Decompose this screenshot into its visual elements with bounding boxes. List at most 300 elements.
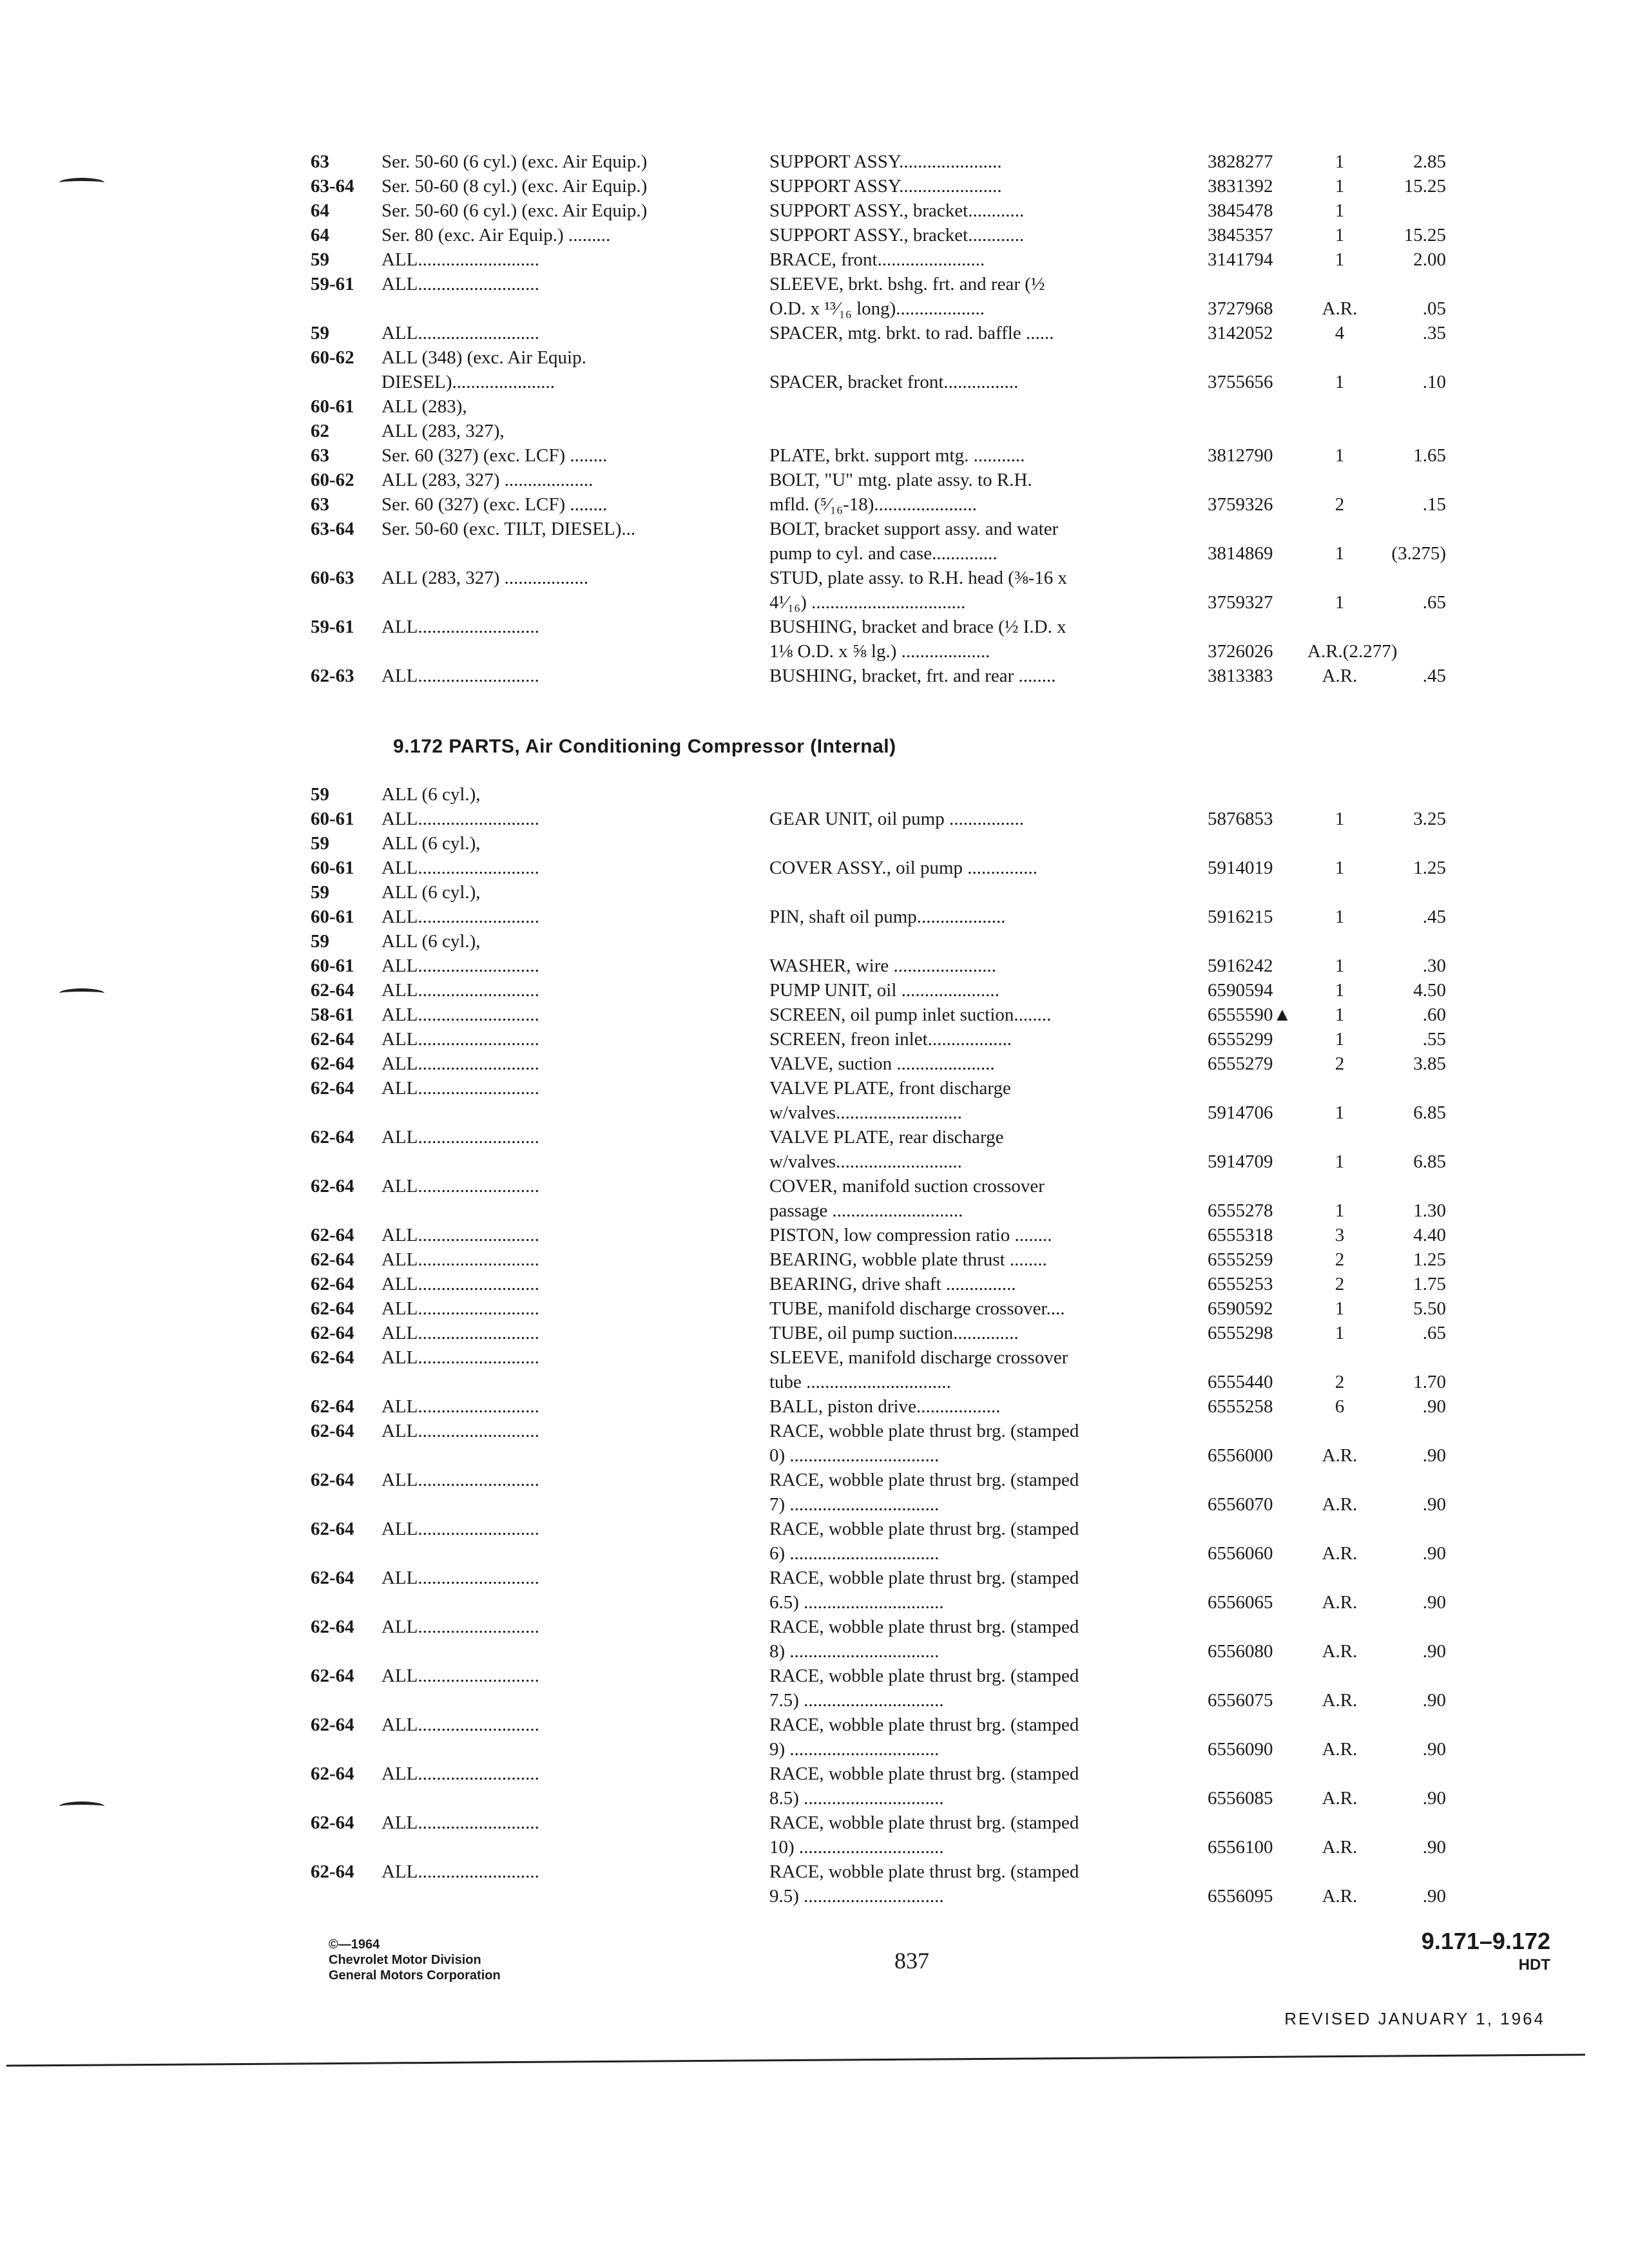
application-cell: Ser. 60 (327) (exc. LCF) ........ xyxy=(381,445,608,466)
application-cell: ALL (283, 327) .................. xyxy=(381,568,589,588)
application-cell: Ser. 50-60 (6 cyl.) (exc. Air Equip.) xyxy=(381,151,648,172)
description-cell: STUD, plate assy. to R.H. head (⅜-16 x xyxy=(769,568,1068,588)
table-row xyxy=(311,517,1574,541)
description-cell: 10) ............................... xyxy=(769,1837,944,1858)
description-cell: 9.5) .............................. xyxy=(769,1886,944,1907)
price-cell xyxy=(1372,782,1446,807)
quantity-cell: 1 xyxy=(1335,809,1345,829)
description-cell: w/valves........................... xyxy=(769,1151,962,1172)
table-row xyxy=(311,1566,1574,1590)
year-cell: 60-63 xyxy=(311,568,354,588)
description-cell: BOLT, "U" mtg. plate assy. to R.H. xyxy=(769,470,1032,490)
quantity-cell: A.R. xyxy=(1322,1494,1358,1515)
year-cell: 59 xyxy=(311,323,329,343)
description-cell: VALVE, suction ..................... xyxy=(769,1053,995,1074)
application-cell: ALL.......................... xyxy=(381,809,539,829)
price-cell xyxy=(1372,1664,1446,1688)
table-row xyxy=(311,978,1574,1003)
application-cell: ALL.......................... xyxy=(381,907,539,927)
year-cell: 62-64 xyxy=(311,1861,354,1882)
description-cell xyxy=(769,929,1208,954)
part-number-cell: 3828277 xyxy=(1208,151,1273,172)
price-cell: .90 xyxy=(1422,1837,1446,1858)
table-row xyxy=(311,1223,1574,1247)
part-number-cell xyxy=(1208,929,1307,954)
table-row xyxy=(311,1272,1574,1296)
price-cell xyxy=(1372,1517,1446,1541)
table-row xyxy=(311,174,1574,198)
price-cell xyxy=(1372,1713,1446,1737)
year-cell: 60-61 xyxy=(311,858,354,878)
year-cell: 58-61 xyxy=(311,1004,354,1025)
part-number-cell: 6590592 xyxy=(1208,1298,1273,1319)
part-number-cell: 6556060 xyxy=(1208,1543,1273,1564)
application-cell xyxy=(381,1688,768,1713)
quantity-cell: 1 xyxy=(1335,225,1345,245)
year-cell xyxy=(311,1590,381,1615)
division: Chevrolet Motor Division xyxy=(329,1953,481,1967)
year-cell: 63 xyxy=(311,494,329,515)
part-number-cell: 3814869 xyxy=(1208,543,1273,564)
part-number-cell xyxy=(1208,1566,1307,1590)
description-cell: BALL, piston drive.................. xyxy=(769,1396,1001,1417)
price-cell: .45 xyxy=(1422,666,1446,686)
part-number-cell: 6555440 xyxy=(1208,1372,1273,1392)
description-cell: TUBE, oil pump suction.............. xyxy=(769,1323,1019,1343)
description-cell: PUMP UNIT, oil ..................... xyxy=(769,980,999,1001)
quantity-cell: 3 xyxy=(1335,1225,1345,1245)
description-cell: BOLT, bracket support assy. and water xyxy=(769,519,1059,539)
description-cell xyxy=(769,782,1208,807)
application-cell: ALL.......................... xyxy=(381,956,539,976)
application-cell: Ser. 80 (exc. Air Equip.) ......... xyxy=(381,225,611,245)
description-cell: VALVE PLATE, rear discharge xyxy=(769,1127,1004,1148)
year-cell: 62-64 xyxy=(311,1470,354,1490)
quantity-cell: A.R. xyxy=(1322,666,1358,686)
part-number-cell: 3812790 xyxy=(1208,445,1273,466)
price-cell xyxy=(1372,1076,1446,1100)
year-cell: 62-64 xyxy=(311,1519,354,1539)
price-cell: 6.85 xyxy=(1413,1102,1446,1123)
table-row xyxy=(311,443,1574,468)
application-cell: ALL (6 cyl.), xyxy=(381,833,481,854)
year-cell xyxy=(311,296,381,321)
description-cell: COVER ASSY., oil pump ............... xyxy=(769,858,1038,878)
part-number-cell xyxy=(1208,1762,1307,1786)
price-cell: 2.85 xyxy=(1413,151,1446,172)
quantity-cell: 1 xyxy=(1335,980,1345,1001)
part-number-cell: 6556085 xyxy=(1208,1788,1273,1809)
price-cell xyxy=(1372,1419,1446,1443)
quantity-cell: A.R. xyxy=(1322,1788,1358,1809)
part-number-cell xyxy=(1208,394,1307,419)
table-row xyxy=(311,1713,1574,1737)
table-row xyxy=(311,1419,1574,1443)
table-row xyxy=(311,590,1574,615)
year-cell: 64 xyxy=(311,225,329,245)
application-cell xyxy=(381,1443,768,1468)
binder-hole-mark xyxy=(59,178,104,187)
price-cell xyxy=(1372,345,1446,370)
application-cell: ALL.......................... xyxy=(381,858,539,878)
table-row xyxy=(311,831,1574,856)
table-row xyxy=(311,321,1574,345)
year-cell: 62-64 xyxy=(311,1396,354,1417)
application-cell: Ser. 60 (327) (exc. LCF) ........ xyxy=(381,494,608,515)
table-row xyxy=(311,1345,1574,1370)
price-cell xyxy=(1372,1125,1446,1149)
part-number-cell: 6556070 xyxy=(1208,1494,1273,1515)
year-cell xyxy=(311,1884,381,1908)
year-cell: 63-64 xyxy=(311,176,354,197)
price-cell: .90 xyxy=(1422,1788,1446,1809)
year-cell xyxy=(311,1835,381,1860)
quantity-cell: 1 xyxy=(1335,543,1345,564)
description-cell: RACE, wobble plate thrust brg. (stamped xyxy=(769,1617,1079,1637)
table-row xyxy=(311,1003,1574,1027)
application-cell: ALL.......................... xyxy=(381,1421,539,1441)
table-row xyxy=(311,149,1574,174)
part-number-cell: 6556090 xyxy=(1208,1739,1273,1760)
part-number-cell: 3845357 xyxy=(1208,225,1273,245)
table-row xyxy=(311,1149,1574,1174)
description-cell: SCREEN, oil pump inlet suction........ xyxy=(769,1004,1052,1025)
price-cell: 1.25 xyxy=(1413,1249,1446,1270)
part-number-cell: 3831392 xyxy=(1208,176,1273,197)
table-row xyxy=(311,370,1574,394)
year-cell: 59 xyxy=(311,784,329,805)
table-row xyxy=(311,394,1574,419)
quantity-cell xyxy=(1307,880,1372,905)
table-row xyxy=(311,1786,1574,1811)
corporation: General Motors Corporation xyxy=(329,1968,501,1983)
price-cell xyxy=(1372,1615,1446,1639)
table-row xyxy=(311,1296,1574,1321)
application-cell: DIESEL)...................... xyxy=(381,372,555,392)
application-cell xyxy=(381,1835,768,1860)
year-cell: 60-62 xyxy=(311,347,354,368)
table-row xyxy=(311,1541,1574,1566)
description-cell: 7.5) .............................. xyxy=(769,1690,944,1711)
quantity-cell: 1 xyxy=(1335,200,1345,221)
quantity-cell xyxy=(1307,394,1372,419)
application-cell xyxy=(381,296,768,321)
description-cell: SUPPORT ASSY., bracket............ xyxy=(769,200,1025,221)
application-cell: ALL.......................... xyxy=(381,617,539,637)
application-cell xyxy=(381,541,768,566)
description-cell: SPACER, bracket front................ xyxy=(769,372,1019,392)
part-number-cell: 6555590▲ xyxy=(1208,1004,1292,1025)
quantity-cell xyxy=(1307,566,1372,590)
description-cell: w/valves........................... xyxy=(769,1102,962,1123)
description-cell: SLEEVE, manifold discharge crossover xyxy=(769,1347,1068,1368)
quantity-cell: 1 xyxy=(1335,907,1345,927)
application-cell: ALL.......................... xyxy=(381,1666,539,1686)
part-number-cell xyxy=(1208,566,1307,590)
year-cell: 62-64 xyxy=(311,1568,354,1588)
table-row xyxy=(311,1590,1574,1615)
quantity-cell: A.R. xyxy=(1322,1690,1358,1711)
price-cell: .05 xyxy=(1422,298,1446,319)
table-row xyxy=(311,1492,1574,1517)
table-row xyxy=(311,1835,1574,1860)
year-cell xyxy=(311,1100,381,1125)
table-row xyxy=(311,1321,1574,1345)
application-cell xyxy=(381,1370,768,1394)
price-cell xyxy=(1372,929,1446,954)
price-cell: .45 xyxy=(1422,907,1446,927)
description-cell: RACE, wobble plate thrust brg. (stamped xyxy=(769,1861,1079,1882)
application-cell: ALL.......................... xyxy=(381,1861,539,1882)
quantity-cell: A.R. xyxy=(1322,1641,1358,1662)
application-cell: ALL (6 cyl.), xyxy=(381,882,481,903)
quantity-cell: 2 xyxy=(1335,1372,1345,1392)
description-cell: 7) ................................ xyxy=(769,1494,940,1515)
table-row xyxy=(311,1615,1574,1639)
price-cell xyxy=(1372,639,1446,664)
quantity-cell: 6 xyxy=(1335,1396,1345,1417)
application-cell xyxy=(381,639,768,664)
part-number-cell: 6556095 xyxy=(1208,1886,1273,1907)
part-number-cell xyxy=(1208,517,1307,541)
quantity-cell xyxy=(1307,1664,1372,1688)
part-number-cell xyxy=(1208,272,1307,296)
year-cell: 62-64 xyxy=(311,1715,354,1735)
application-cell: ALL.......................... xyxy=(381,666,539,686)
quantity-cell xyxy=(1307,1076,1372,1100)
part-number-cell xyxy=(1208,880,1307,905)
table-row xyxy=(311,247,1574,272)
year-cell xyxy=(311,1541,381,1566)
price-cell xyxy=(1372,880,1446,905)
description-cell: SUPPORT ASSY., bracket............ xyxy=(769,225,1025,245)
description-cell: SUPPORT ASSY...................... xyxy=(769,176,1002,197)
price-cell: 1.30 xyxy=(1413,1200,1446,1221)
application-cell: ALL.......................... xyxy=(381,1053,539,1074)
price-cell xyxy=(1372,1345,1446,1370)
price-cell: .55 xyxy=(1422,1029,1446,1050)
year-cell: 62-64 xyxy=(311,980,354,1001)
table-row xyxy=(311,541,1574,566)
quantity-cell xyxy=(1307,1345,1372,1370)
description-cell xyxy=(769,880,1208,905)
section-title: 9.172 PARTS, Air Conditioning Compressor (Internal) xyxy=(393,736,896,757)
quantity-cell xyxy=(1307,1174,1372,1198)
description-cell: 1⅛ O.D. x ⅝ lg.) ................... xyxy=(769,641,990,662)
quantity-cell xyxy=(1307,517,1372,541)
quantity-cell: 1 xyxy=(1335,592,1345,613)
application-cell: ALL.......................... xyxy=(381,1715,539,1735)
part-number-cell xyxy=(1208,419,1307,443)
part-number-cell xyxy=(1208,1468,1307,1492)
description-cell: PISTON, low compression ratio ........ xyxy=(769,1225,1052,1245)
year-cell: 62-64 xyxy=(311,1053,354,1074)
year-cell: 62-64 xyxy=(311,1225,354,1245)
application-cell: ALL.......................... xyxy=(381,1568,539,1588)
description-cell: 8) ................................ xyxy=(769,1641,940,1662)
price-cell: .90 xyxy=(1422,1396,1446,1417)
application-cell xyxy=(381,1541,768,1566)
description-cell: BEARING, wobble plate thrust ........ xyxy=(769,1249,1047,1270)
quantity-cell: 1 xyxy=(1335,1200,1345,1221)
part-number-cell: 6555258 xyxy=(1208,1396,1273,1417)
application-cell: ALL.......................... xyxy=(381,249,539,270)
table-row xyxy=(311,492,1574,517)
price-cell xyxy=(1372,198,1446,223)
description-cell: 6) ................................ xyxy=(769,1543,940,1564)
part-number-cell xyxy=(1208,1419,1307,1443)
description-cell: mfld. (⁵⁄₁₆-18)...................... xyxy=(769,494,977,515)
quantity-cell xyxy=(1307,1419,1372,1443)
price-cell: 1.65 xyxy=(1413,445,1446,466)
part-number-cell: 6555259 xyxy=(1208,1249,1273,1270)
year-cell xyxy=(311,370,381,394)
part-number-cell xyxy=(1208,1860,1307,1884)
description-cell xyxy=(769,419,1208,443)
price-cell xyxy=(1372,1811,1446,1835)
table-row xyxy=(311,1884,1574,1908)
description-cell: SCREEN, freon inlet.................. xyxy=(769,1029,1012,1050)
year-cell: 62-64 xyxy=(311,1666,354,1686)
application-cell xyxy=(381,590,768,615)
year-cell: 60-61 xyxy=(311,809,354,829)
year-cell xyxy=(311,639,381,664)
application-cell: ALL (283, 327) ................... xyxy=(381,470,593,490)
quantity-cell xyxy=(1307,272,1372,296)
description-cell: RACE, wobble plate thrust brg. (stamped xyxy=(769,1812,1079,1833)
price-cell: .90 xyxy=(1422,1445,1446,1466)
part-number-cell: 5914019 xyxy=(1208,858,1273,878)
quantity-cell: 1 xyxy=(1335,1323,1345,1343)
price-cell xyxy=(1372,272,1446,296)
application-cell xyxy=(381,1198,768,1223)
price-cell: 15.25 xyxy=(1403,225,1446,245)
application-cell: ALL.......................... xyxy=(381,1029,539,1050)
description-cell: 8.5) .............................. xyxy=(769,1788,944,1809)
price-cell: .90 xyxy=(1422,1641,1446,1662)
table-row xyxy=(311,468,1574,492)
price-cell: .30 xyxy=(1422,956,1446,976)
description-cell: 0) ................................ xyxy=(769,1445,940,1466)
description-cell: RACE, wobble plate thrust brg. (stamped xyxy=(769,1715,1079,1735)
year-cell xyxy=(311,1198,381,1223)
table-row xyxy=(311,1811,1574,1835)
part-number-cell: 3759326 xyxy=(1208,494,1273,515)
quantity-cell: 4 xyxy=(1335,323,1345,343)
quantity-cell: 1 xyxy=(1335,1102,1345,1123)
quantity-cell xyxy=(1307,1566,1372,1590)
application-cell: ALL.......................... xyxy=(381,980,539,1001)
application-cell: Ser. 50-60 (6 cyl.) (exc. Air Equip.) xyxy=(381,200,648,221)
price-cell: .35 xyxy=(1422,323,1446,343)
quantity-cell: A.R. xyxy=(1322,1543,1358,1564)
part-number-cell: 3141794 xyxy=(1208,249,1273,270)
description-cell: 6.5) .............................. xyxy=(769,1592,944,1613)
application-cell: ALL.......................... xyxy=(381,1176,539,1196)
application-cell xyxy=(381,1100,768,1125)
revised-date: REVISED JANUARY 1, 1964 xyxy=(1284,2009,1545,2028)
part-number-cell: 6556065 xyxy=(1208,1592,1273,1613)
parts-table-compressor xyxy=(311,782,1574,1908)
table-row xyxy=(311,1860,1574,1884)
quantity-cell xyxy=(1307,1468,1372,1492)
description-cell: RACE, wobble plate thrust brg. (stamped xyxy=(769,1666,1079,1686)
price-cell: 4.50 xyxy=(1413,980,1446,1001)
table-row xyxy=(311,1468,1574,1492)
year-cell: 59-61 xyxy=(311,617,354,637)
quantity-cell: 1 xyxy=(1335,956,1345,976)
part-number-cell: 6590594 xyxy=(1208,980,1273,1001)
quantity-cell xyxy=(1307,782,1372,807)
quantity-cell xyxy=(1307,1811,1372,1835)
year-cell: 63 xyxy=(311,151,329,172)
parts-table-upper xyxy=(311,149,1574,688)
description-cell: PLATE, brkt. support mtg. ........... xyxy=(769,445,1025,466)
price-cell: 4.40 xyxy=(1413,1225,1446,1245)
part-number-cell xyxy=(1208,345,1307,370)
table-row xyxy=(311,1664,1574,1688)
price-cell xyxy=(1372,615,1446,639)
price-cell: .90 xyxy=(1422,1494,1446,1515)
price-cell: 3.25 xyxy=(1413,809,1446,829)
price-cell: 1.25 xyxy=(1413,858,1446,878)
application-cell: ALL.......................... xyxy=(381,1323,539,1343)
part-number-cell: 6555299 xyxy=(1208,1029,1273,1050)
description-cell: RACE, wobble plate thrust brg. (stamped xyxy=(769,1568,1079,1588)
quantity-cell: 1 xyxy=(1335,1004,1345,1025)
year-cell xyxy=(311,541,381,566)
part-number-cell xyxy=(1208,468,1307,492)
part-number-cell: 5914709 xyxy=(1208,1151,1273,1172)
year-cell xyxy=(311,1149,381,1174)
price-cell: .90 xyxy=(1422,1739,1446,1760)
application-cell: ALL (283, 327), xyxy=(381,421,505,441)
part-number-cell: 3142052 xyxy=(1208,323,1273,343)
table-row xyxy=(311,345,1574,370)
year-cell: 59 xyxy=(311,882,329,903)
year-cell: 59-61 xyxy=(311,274,354,294)
quantity-cell: A.R.(2.277) xyxy=(1307,641,1398,662)
price-cell: .90 xyxy=(1422,1690,1446,1711)
year-cell: 62-64 xyxy=(311,1812,354,1833)
part-number-cell: 6555278 xyxy=(1208,1200,1273,1221)
part-number-cell: 6556100 xyxy=(1208,1837,1273,1858)
application-cell: ALL (348) (exc. Air Equip. xyxy=(381,347,586,368)
table-row xyxy=(311,905,1574,929)
section-code: 9.171–9.172 xyxy=(1421,1928,1550,1954)
table-row xyxy=(311,856,1574,880)
part-number-cell xyxy=(1208,1076,1307,1100)
year-cell: 62-64 xyxy=(311,1029,354,1050)
quantity-cell: 1 xyxy=(1335,249,1345,270)
application-cell: ALL (6 cyl.), xyxy=(381,784,481,805)
price-cell xyxy=(1372,566,1446,590)
price-cell: 2.00 xyxy=(1413,249,1446,270)
part-number-cell: 3727968 xyxy=(1208,298,1273,319)
description-cell: SUPPORT ASSY...................... xyxy=(769,151,1002,172)
part-number-cell: 5876853 xyxy=(1208,809,1273,829)
quantity-cell: 1 xyxy=(1335,1298,1345,1319)
part-number-cell xyxy=(1208,615,1307,639)
table-row xyxy=(311,639,1574,664)
application-cell: ALL.......................... xyxy=(381,1127,539,1148)
description-cell: tube ............................... xyxy=(769,1372,951,1392)
price-cell xyxy=(1372,1762,1446,1786)
quantity-cell: 1 xyxy=(1335,1151,1345,1172)
year-cell xyxy=(311,1492,381,1517)
year-cell: 62-64 xyxy=(311,1078,354,1099)
description-cell: RACE, wobble plate thrust brg. (stamped xyxy=(769,1519,1079,1539)
